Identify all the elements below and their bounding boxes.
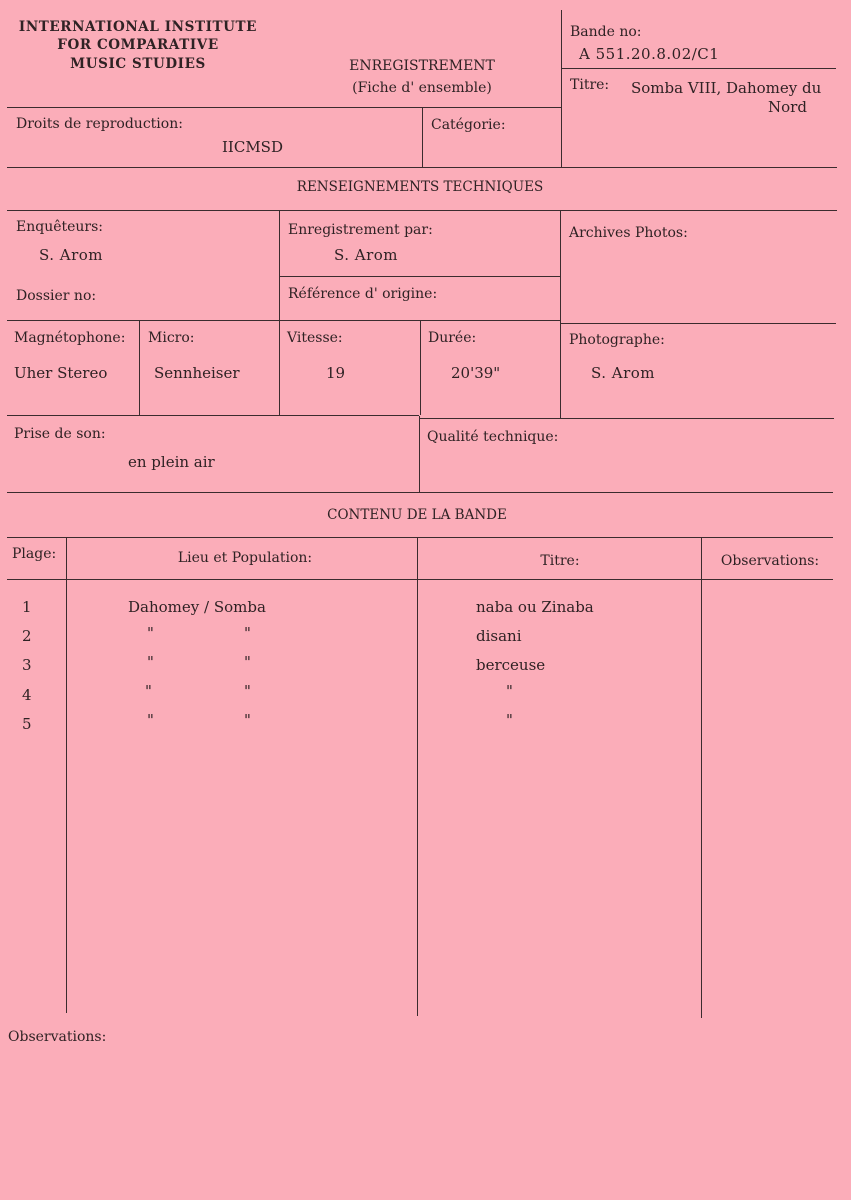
- rule: [7, 492, 833, 493]
- magnetophone-label: Magnétophone:: [14, 330, 126, 346]
- titre-label: Titre:: [570, 77, 610, 93]
- rule: [280, 276, 560, 277]
- enqueteurs-label: Enquêteurs:: [16, 219, 104, 235]
- institute-name-line1: INTERNATIONAL INSTITUTE: [18, 19, 258, 35]
- col-observations-header: Observations:: [720, 553, 820, 569]
- categorie-label: Catégorie:: [431, 117, 506, 133]
- rule: [562, 68, 836, 69]
- rule: [561, 10, 562, 168]
- rule: [66, 538, 67, 1013]
- row-lieu-ditto: ": [147, 711, 154, 729]
- titre-value-line1: Somba VIII, Dahomey du: [631, 79, 822, 97]
- row-population-ditto: ": [244, 711, 251, 729]
- row-titre: berceuse: [476, 656, 546, 674]
- micro-label: Micro:: [148, 330, 195, 346]
- duree-label: Durée:: [428, 330, 477, 346]
- rule: [7, 107, 561, 108]
- duree-value: 20'39": [451, 364, 501, 382]
- rule: [7, 537, 833, 538]
- enregistrement-par-label: Enregistrement par:: [288, 222, 433, 238]
- row-plage: 4: [22, 686, 32, 704]
- rule: [7, 579, 833, 580]
- row-plage: 3: [22, 656, 32, 674]
- row-titre: disani: [476, 627, 522, 645]
- institute-name-line2: FOR COMPARATIVE: [57, 37, 219, 53]
- row-plage: 5: [22, 715, 32, 733]
- rule: [560, 211, 561, 418]
- contents-section-title: CONTENU DE LA BANDE: [327, 507, 507, 523]
- droits-label: Droits de reproduction:: [16, 116, 183, 132]
- bande-label: Bande no:: [570, 24, 642, 40]
- prise-de-son-value: en plein air: [128, 453, 215, 471]
- row-titre: naba ou Zinaba: [476, 598, 594, 616]
- rule: [7, 415, 419, 416]
- rule: [7, 167, 837, 168]
- vitesse-label: Vitesse:: [287, 330, 343, 346]
- row-population-ditto: ": [244, 682, 251, 700]
- reference-origine-label: Référence d' origine:: [288, 286, 438, 302]
- row-titre: ": [506, 682, 513, 700]
- enregistrement-par-value: S. Arom: [334, 246, 399, 264]
- rule: [420, 321, 421, 415]
- rule: [417, 538, 418, 1016]
- row-lieu-ditto: ": [145, 682, 152, 700]
- bande-value: A 551.20.8.02/C1: [579, 45, 720, 63]
- enqueteurs-value: S. Arom: [39, 246, 104, 264]
- qualite-technique-label: Qualité technique:: [427, 429, 559, 445]
- form-title: ENREGISTREMENT: [349, 58, 495, 74]
- col-titre-header: Titre:: [540, 553, 580, 569]
- row-plage: 1: [22, 598, 32, 616]
- dossier-label: Dossier no:: [16, 288, 97, 304]
- micro-value: Sennheiser: [154, 364, 240, 382]
- col-plage-header: Plage:: [12, 546, 57, 562]
- prise-de-son-label: Prise de son:: [14, 426, 106, 442]
- row-plage: 2: [22, 627, 32, 645]
- titre-value-line2: Nord: [768, 98, 807, 116]
- row-population-ditto: ": [244, 624, 251, 642]
- rule: [420, 418, 834, 419]
- row-population-ditto: ": [244, 653, 251, 671]
- rule: [701, 538, 702, 1018]
- rule: [422, 108, 423, 167]
- photographe-value: S. Arom: [591, 364, 656, 382]
- technical-section-title: RENSEIGNEMENTS TECHNIQUES: [296, 179, 544, 195]
- rule: [561, 323, 836, 324]
- row-lieu-ditto: ": [147, 653, 154, 671]
- observations-label: Observations:: [8, 1029, 107, 1045]
- magnetophone-value: Uher Stereo: [14, 364, 108, 382]
- rule: [7, 210, 837, 211]
- form-subtitle: (Fiche d' ensemble): [352, 80, 492, 96]
- photographe-label: Photographe:: [569, 332, 665, 348]
- rule: [419, 416, 420, 492]
- col-lieu-header: Lieu et Population:: [177, 550, 313, 566]
- droits-value: IICMSD: [222, 138, 283, 156]
- rule: [7, 320, 561, 321]
- row-lieu: Dahomey / Somba: [128, 598, 266, 616]
- institute-name-line3: MUSIC STUDIES: [70, 56, 206, 72]
- vitesse-value: 19: [326, 364, 346, 382]
- archives-photos-label: Archives Photos:: [569, 225, 688, 241]
- row-titre: ": [506, 711, 513, 729]
- rule: [139, 321, 140, 415]
- row-lieu-ditto: ": [147, 624, 154, 642]
- rule: [279, 211, 280, 415]
